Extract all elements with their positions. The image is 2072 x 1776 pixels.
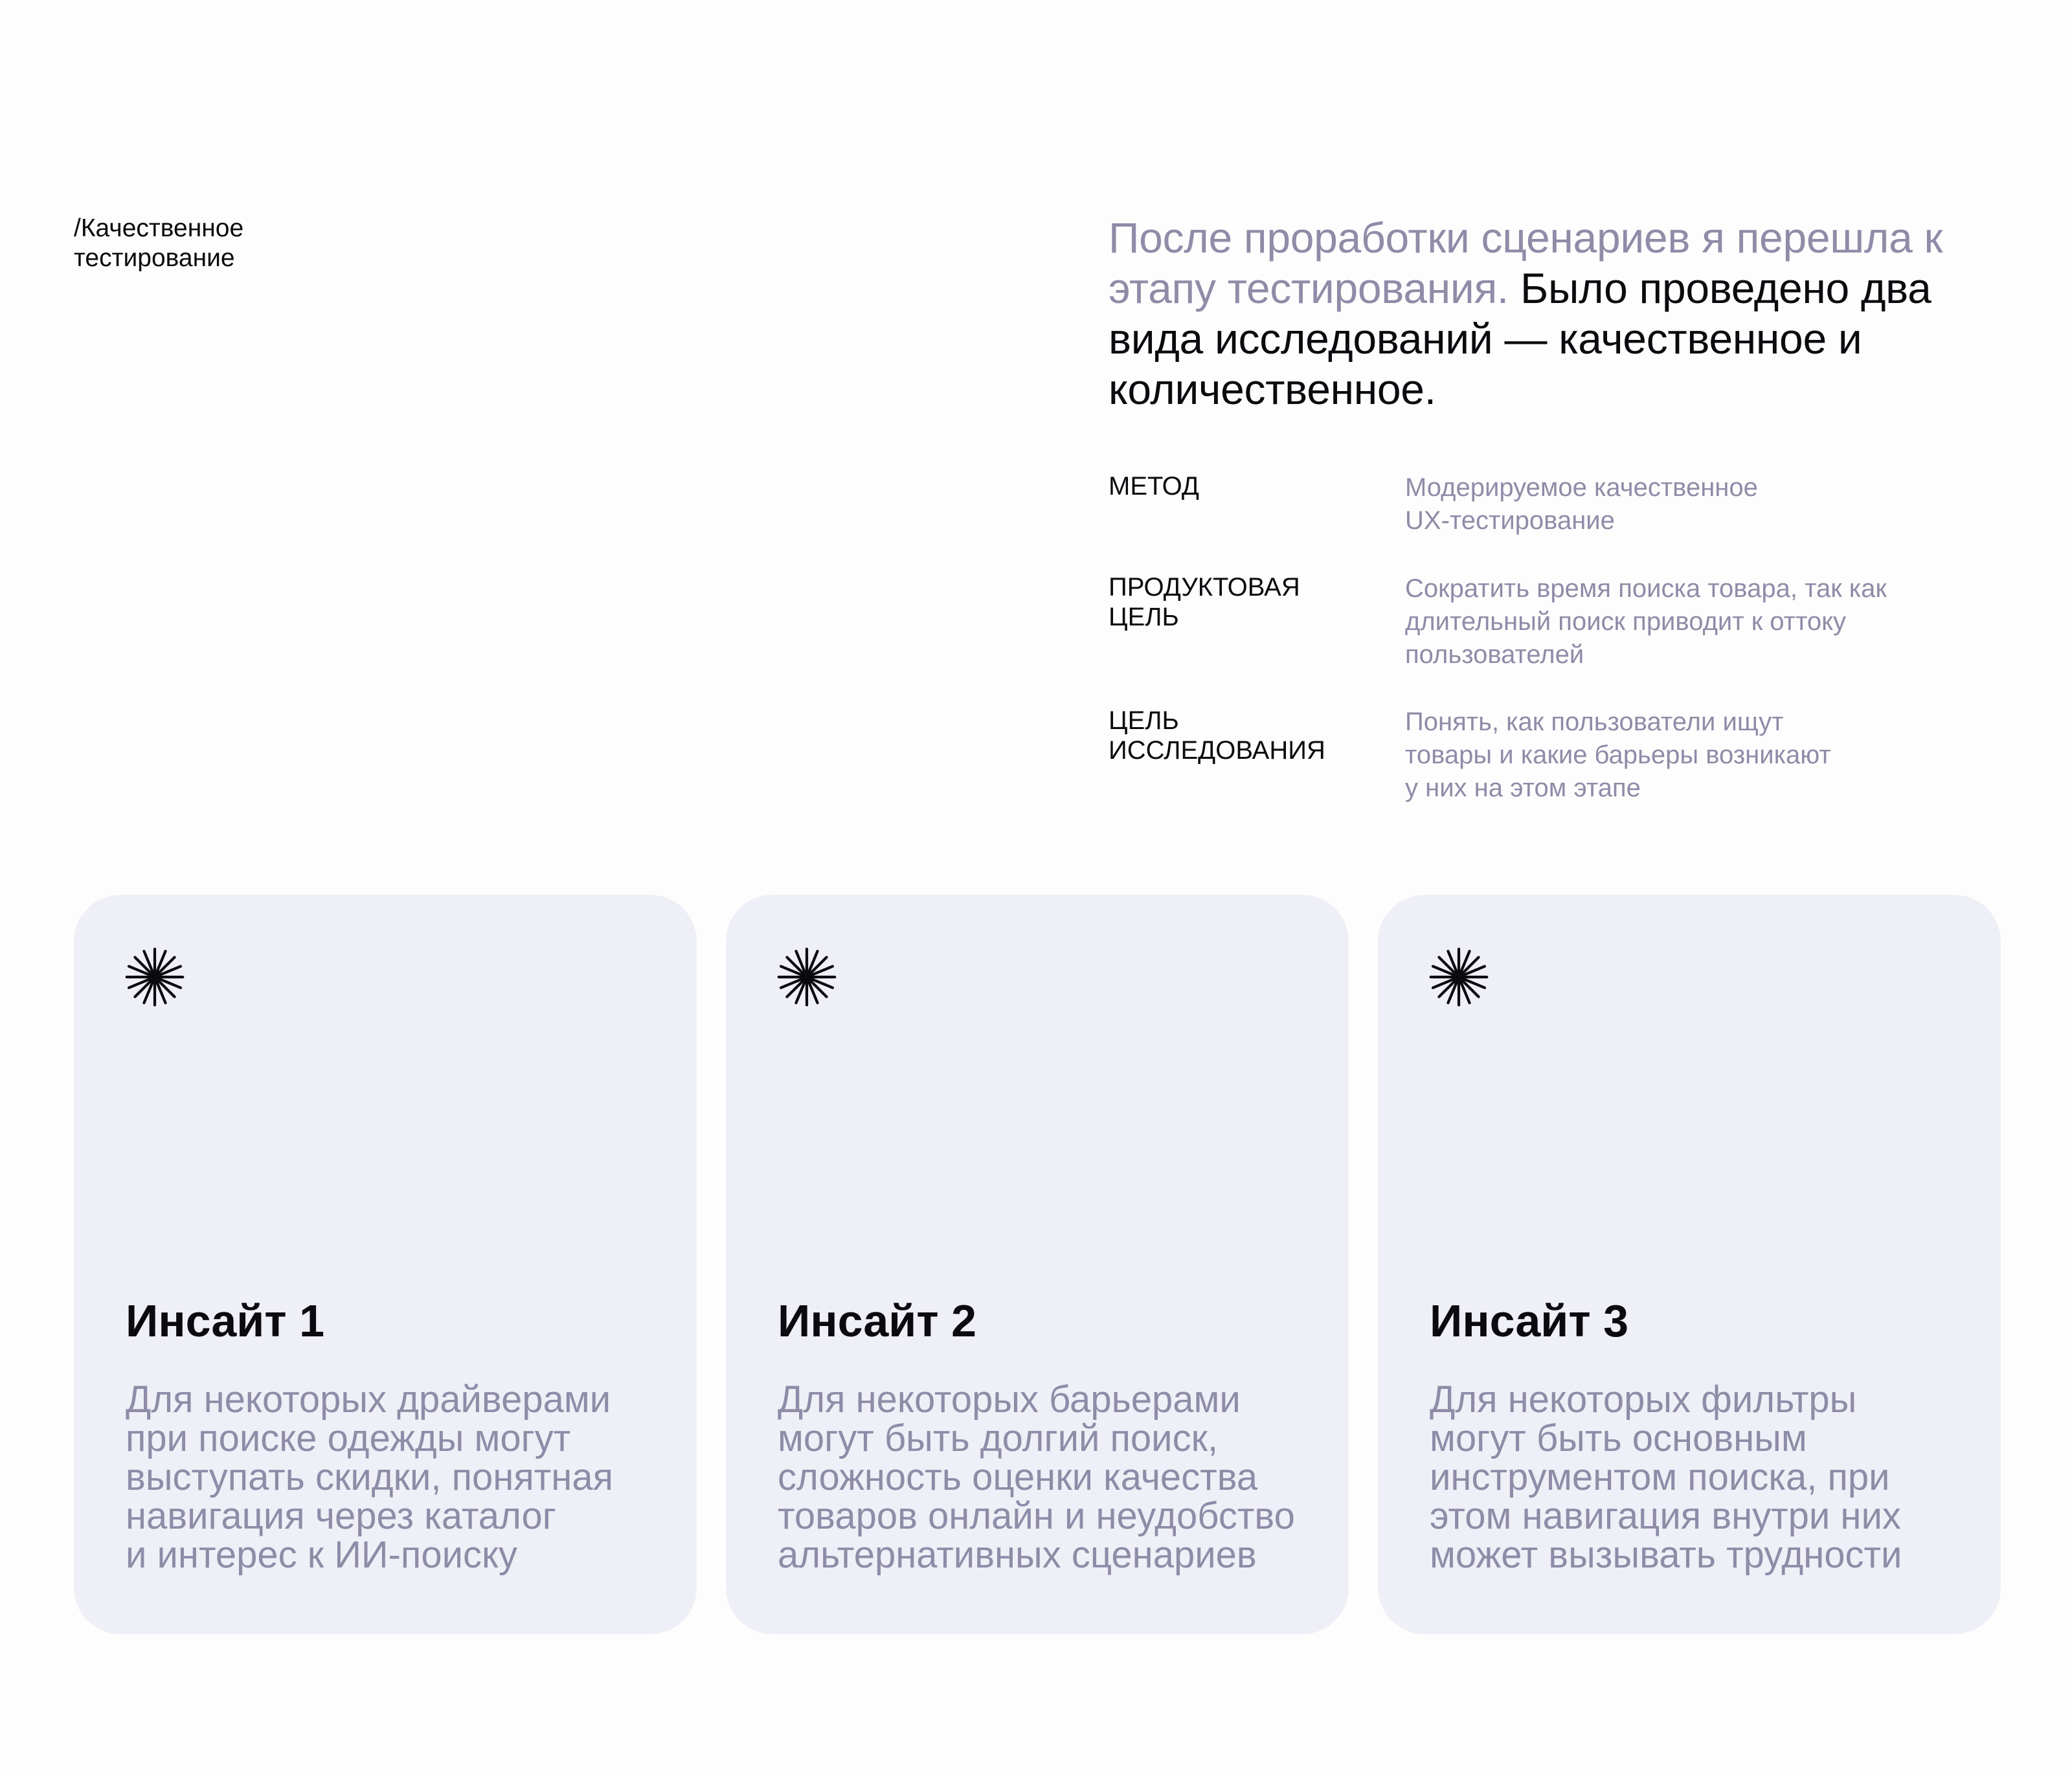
meta-row-product-goal bbox=[1109, 572, 2028, 671]
meta-row-research-goal bbox=[1109, 706, 2028, 805]
lead-muted-text: После проработки сценариев я перешла к этапу тестирования. bbox=[1109, 214, 1943, 312]
meta-key: ЦЕЛЬ ИССЛЕДОВАНИЯ bbox=[1109, 706, 1325, 765]
section-label: /Качественное тестирование bbox=[74, 214, 244, 272]
asterisk-burst-icon bbox=[776, 947, 837, 1007]
asterisk-burst-icon bbox=[124, 947, 185, 1007]
meta-value: Модерируемое качественное UX-тестирование bbox=[1405, 473, 1758, 535]
insight-card-3 bbox=[1378, 895, 2001, 1634]
insight-title: Инсайт 3 bbox=[1430, 1296, 1629, 1346]
asterisk-burst-icon bbox=[1428, 947, 1489, 1007]
insight-text: Для некоторых барьерами могут быть долгий поиск, сложность оценки качества товаров онлайн и неудобство альтернативных сценариев bbox=[778, 1378, 1295, 1576]
meta-key: МЕТОД bbox=[1109, 472, 1199, 500]
lead-paragraph bbox=[1109, 212, 2028, 414]
insight-text: Для некоторых драйверами при поиске одежды могут выступать скидки, понятная навигация через каталог и интерес к ИИ-поиску bbox=[126, 1378, 613, 1576]
insight-text: Для некоторых фильтры могут быть основным инструментом поиска, при этом навигация внутри них может вызывать трудности bbox=[1430, 1378, 1902, 1576]
meta-value: Понять, как пользователи ищут товары и какие барьеры возникают у них на этом этапе bbox=[1405, 708, 1831, 802]
lead-strong-text: Было проведено два вида исследований — качественное и количественное. bbox=[1109, 264, 1931, 413]
meta-key: ПРОДУКТОВАЯ ЦЕЛЬ bbox=[1109, 573, 1300, 631]
insight-card-2 bbox=[726, 895, 1349, 1634]
meta-value: Сократить время поиска товара, так как длительный поиск приводит к оттоку пользователей bbox=[1405, 574, 1887, 669]
insight-title: Инсайт 1 bbox=[126, 1296, 325, 1346]
insight-title: Инсайт 2 bbox=[778, 1296, 977, 1346]
meta-row-method bbox=[1109, 471, 2028, 537]
insight-card-1 bbox=[74, 895, 697, 1634]
